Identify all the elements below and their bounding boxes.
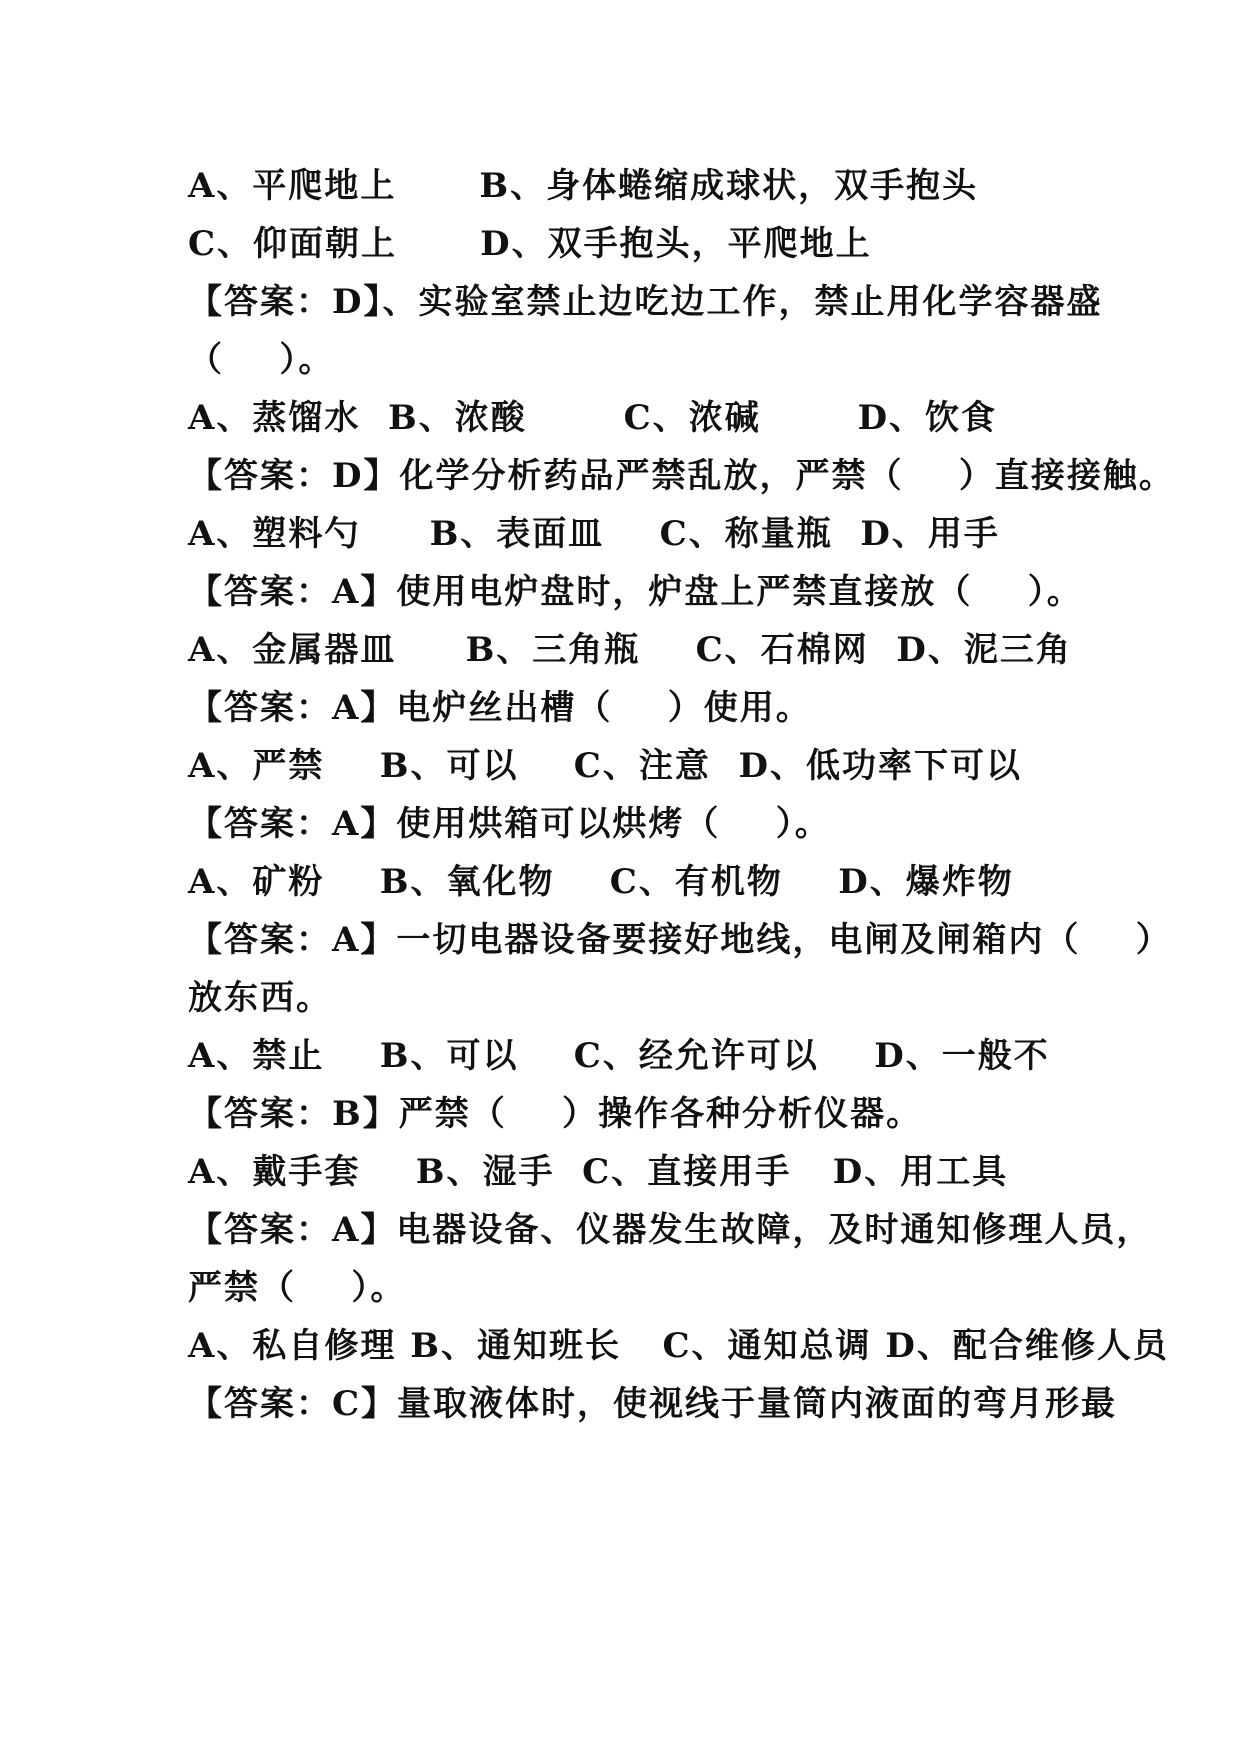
text-line: A、禁止 B、可以 C、经允许可以 D、一般不: [188, 1036, 1050, 1076]
text-line: （ ）。: [188, 340, 335, 380]
text-line: 【答案：A】一切电器设备要接好地线，电闸及闸箱内（ ）: [188, 920, 1172, 960]
text-line: C、仰面朝上 D、双手抱头，平爬地上: [188, 224, 872, 264]
text-line: 严禁（ ）。: [188, 1268, 407, 1308]
text-line: 【答案：A】电炉丝出槽（ ）使用。: [188, 688, 812, 728]
text-line: 【答案：B】严禁（ ）操作各种分析仪器。: [188, 1094, 923, 1134]
text-line: A、戴手套 B、湿手 C、直接用手 D、用工具: [188, 1152, 1009, 1192]
text-line: 【答案：A】使用电炉盘时，炉盘上严禁直接放（ ）。: [188, 572, 1083, 612]
text-line: A、金属器皿 B、三角瓶 C、石棉网 D、泥三角: [188, 630, 1072, 670]
text-line: 【答案：D】化学分析药品严禁乱放，严禁（ ）直接接触。: [188, 456, 1175, 496]
text-line: 【答案：D】、实验室禁止边吃边工作，禁止用化学容器盛: [188, 282, 1103, 322]
text-line: A、塑料勺 B、表面皿 C、称量瓶 D、用手: [188, 514, 1000, 554]
text-line: A、平爬地上 B、身体蜷缩成球状，双手抱头: [188, 166, 979, 206]
text-line: A、私自修理 B、通知班长 C、通知总调 D、配合维修人员: [188, 1326, 1169, 1366]
text-line: A、蒸馏水 B、浓酸 C、浓碱 D、饮食: [188, 398, 998, 438]
text-line: A、严禁 B、可以 C、注意 D、低功率下可以: [188, 746, 1023, 786]
text-line: A、矿粉 B、氧化物 C、有机物 D、爆炸物: [188, 862, 1014, 902]
text-line: 【答案：A】使用烘箱可以烘烤（ ）。: [188, 804, 831, 844]
text-line: 放东西。: [188, 978, 332, 1018]
text-line: 【答案：A】电器设备、仪器发生故障，及时通知修理人员，: [188, 1210, 1153, 1250]
text-line: 【答案：C】量取液体时，使视线于量筒内液面的弯月形最: [188, 1384, 1118, 1424]
